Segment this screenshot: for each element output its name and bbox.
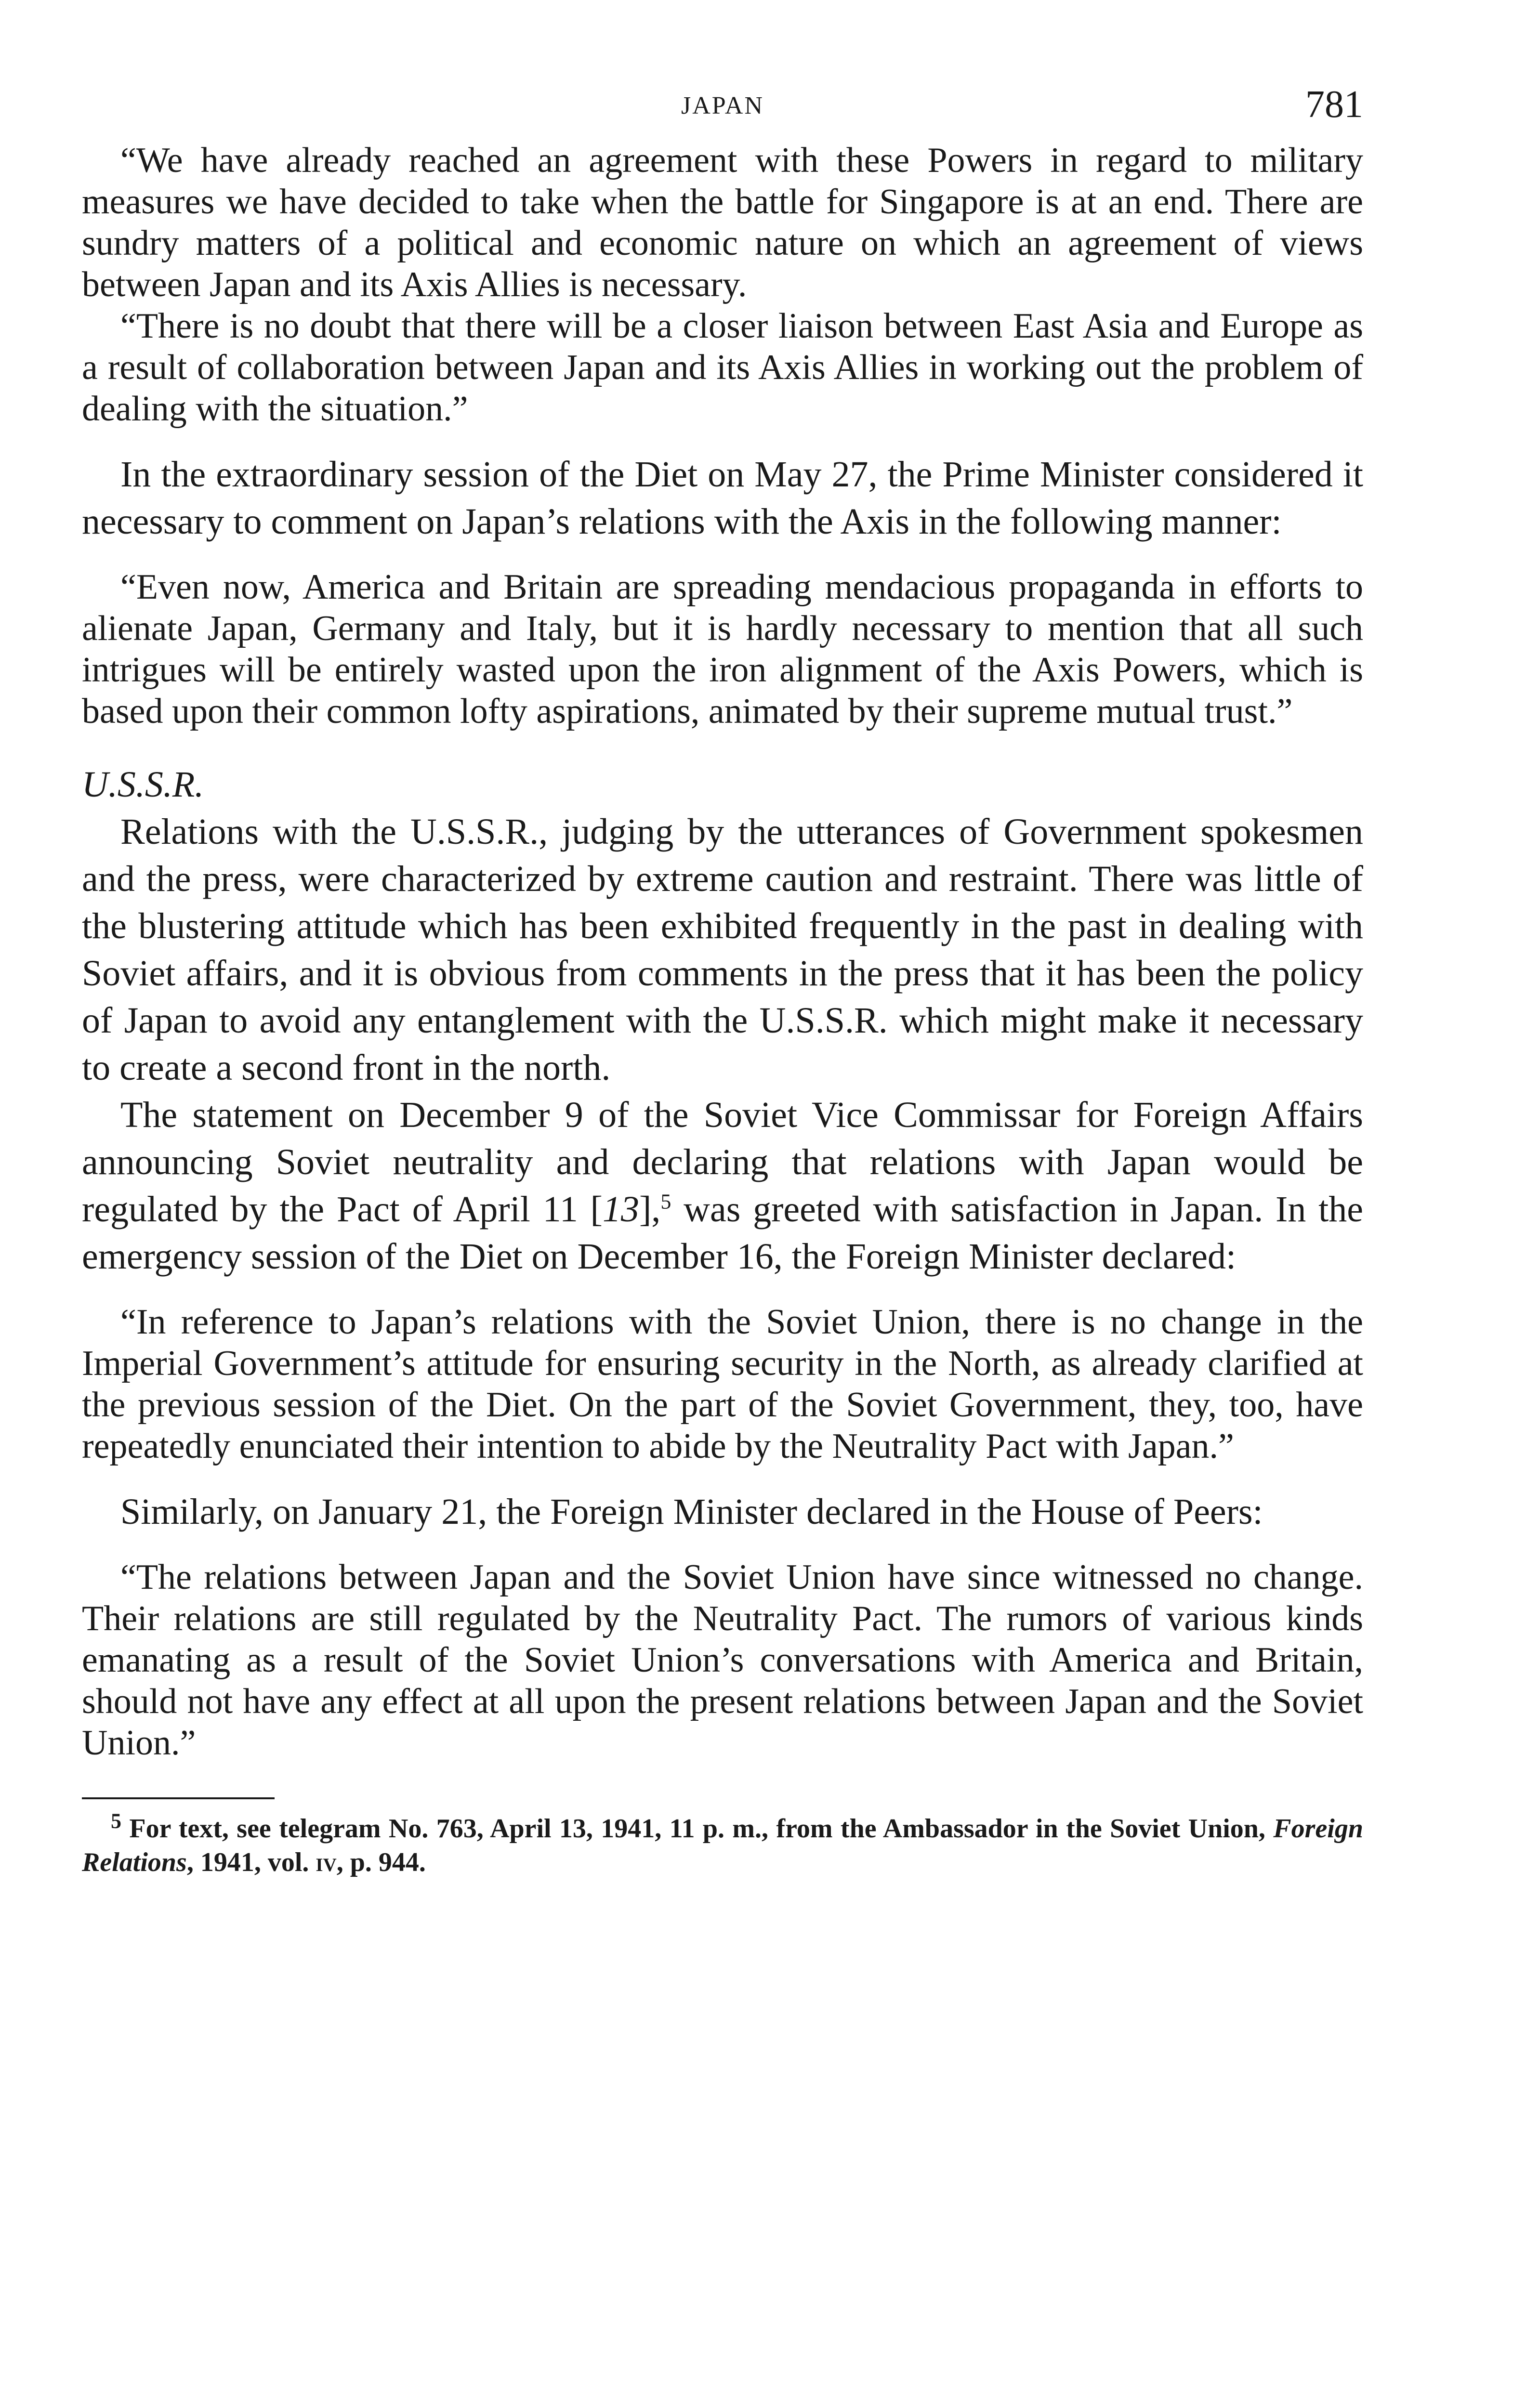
running-head: JAPAN: [681, 92, 764, 119]
body-paragraph: Similarly, on January 21, the Foreign Minister declared in the House of Peers:: [120, 1492, 1263, 1532]
quote-block-2: [82, 566, 1363, 732]
footnote-text: , 1941, vol.: [186, 1847, 316, 1877]
quote-paragraph: “We have already reached an agreement with these Powers in regard to military measures we have decided to take when the battle for Singapore is at an end. There are sundry matters of a political and economic nature on which an agreement of views between Japan and its Axis Allies is necessary.: [82, 141, 1363, 304]
footnote-divider: [82, 1797, 275, 1799]
quote-block-1: [82, 140, 1363, 430]
footnote-text: For text, see telegram No. 763, April 13, 1941, 11 p. m., from the Ambassador in the Soviet Union,: [121, 1814, 1274, 1844]
document-reference: 13: [603, 1189, 639, 1230]
quote-block-4: [82, 1557, 1363, 1764]
quote-block-3: [82, 1301, 1363, 1467]
page-number: 781: [1305, 83, 1363, 126]
quote-paragraph: “In reference to Japan’s relations with the Soviet Union, there is no change in the Imperial Government’s attitude for ensuring security in the North, as already clarified at the previous session of the Diet. On the part of the Soviet Government, they, too, have repeatedly enunciated their intention to abide by the Neutrality Pact with Japan.”: [82, 1302, 1363, 1466]
section-heading: U.S.S.R.: [82, 764, 204, 805]
quote-paragraph: “The relations between Japan and the Soviet Union have since witnessed no change. Their relations are still regulated by the Neutrality Pact. The rumors of various kinds emanating as a result of the Soviet Union’s conversations with America and Britain, should not have any effect at all upon the present relations between Japan and the Soviet Union.”: [82, 1557, 1363, 1763]
footnote-number: 5: [111, 1809, 121, 1833]
document-page: [82, 72, 1363, 1879]
quote-paragraph: “There is no doubt that there will be a closer liaison between East Asia and Europe as a result of collaboration between Japan and its Axis Allies in working out the problem of dealing with the situation.”: [82, 306, 1363, 429]
volume-number: iv: [316, 1847, 337, 1877]
body-paragraph: [82, 1091, 1363, 1280]
publication-title: Foreign Relations: [82, 1814, 1363, 1877]
footnote-text: , p. 944.: [336, 1847, 426, 1877]
quote-paragraph: “Even now, America and Britain are spreading mendacious propaganda in efforts to alienate Japan, Germany and Italy, but it is hardly necessary to mention that all such intrigues will be entirely wasted upon the iron alignment of the Axis Powers, which is based upon their common lofty aspirations, animated by their supreme mutual trust.”: [82, 567, 1363, 731]
body-paragraph: Relations with the U.S.S.R., judging by the utterances of Government spokesmen and the press, were characterized by extreme caution and restraint. There was little of the blustering attitude which has been exhibited frequently in the past in dealing with Soviet affairs, and it is obvious from comments in the press that it has been the policy of Japan to avoid any entanglement with the U.S.S.R. which might make it necessary to create a second front in the north.: [82, 811, 1363, 1088]
body-paragraph: In the extraordinary session of the Diet on May 27, the Prime Minister considered it necessary to comment on Japan’s relations with the Axis in the following manner:: [82, 454, 1363, 542]
page-header: [82, 72, 1363, 140]
paragraph-text: ],: [639, 1189, 661, 1230]
paragraph-text: The statement on December 9 of the Soviet Vice Commissar for Foreign Affairs announcing Soviet neutrality and declaring that relations with Japan would be regulated by the Pact of April 11 [: [82, 1095, 1363, 1230]
paragraph-text: was greeted with satisfaction in Japan. In the emergency session of the Diet on December 16, the Foreign Minister declared:: [82, 1189, 1363, 1277]
footnote-marker: 5: [660, 1190, 671, 1214]
footnote: [82, 1809, 1363, 1879]
